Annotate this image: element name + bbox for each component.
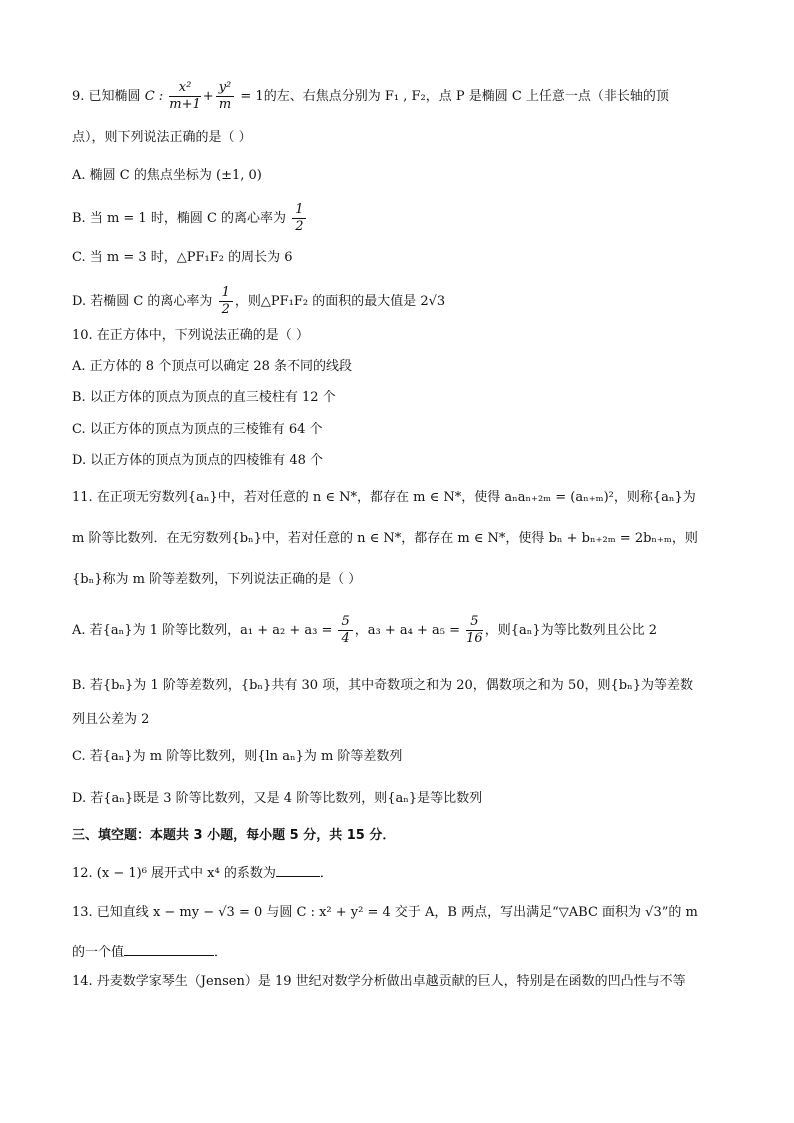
q10-stem: 10. 在正方体中，下列说法正确的是（ ） bbox=[72, 328, 309, 343]
q9-option-c: C. 当 m = 3 时，△PF₁F₂ 的周长为 6 bbox=[72, 250, 293, 265]
q11-option-b-line2: 列且公差为 2 bbox=[72, 712, 150, 727]
q9-option-a: A. 椭圆 C 的焦点坐标为 (±1, 0) bbox=[72, 168, 262, 183]
q14-stem-line1: 14. 丹麦数学家琴生（Jensen）是 19 世纪对数学分析做出卓越贡献的巨人，特别是在函数的凹凸性与不等 bbox=[72, 974, 686, 989]
q11-option-a-frac2: $\frac{5}{16}$ bbox=[466, 614, 483, 646]
section-3-heading: 三、填空题：本题共 3 小题，每小题 5 分，共 15 分． bbox=[72, 828, 396, 843]
q13-answer-blank bbox=[124, 941, 214, 956]
q9-option-d: D. 若椭圆 C 的离心率为 $\frac{1}{2}$ ，则△PF₁F₂ 的面积的最大值是 2√3 bbox=[72, 285, 446, 317]
q9-prefix: 9. 已知椭圆 bbox=[72, 89, 141, 104]
q9-option-d-frac: $\frac{1}{2}$ bbox=[219, 285, 233, 318]
q9-suffix: 的左、右焦点分别为 F₁ , F₂，点 P 是椭圆 C 上任意一点（非长轴的顶 bbox=[263, 89, 669, 104]
q9-frac-y: $\frac{\text{y²}}{m}$ bbox=[216, 80, 235, 113]
q13-stem-line2: 的一个值 ． bbox=[72, 941, 734, 963]
q11-option-a-frac1: $\frac{5}{4}$ bbox=[338, 614, 352, 647]
q11-stem-line3: {bₙ}称为 m 阶等差数列，下列说法正确的是（ ） bbox=[72, 572, 362, 587]
q9-option-b: B. 当 m = 1 时，椭圆 C 的离心率为 $\frac{1}{2}$ bbox=[72, 202, 734, 232]
q11-option-c: C. 若{aₙ}为 m 阶等比数列，则{ln aₙ}为 m 阶等差数列 bbox=[72, 749, 403, 764]
q11-option-b-line1: B. 若{bₙ}为 1 阶等差数列，{bₙ}共有 30 项，其中奇数项之和为 20，偶数项之和为 50，则{bₙ}为等差数 bbox=[72, 678, 693, 693]
q9-frac-x: $\frac{\text{x²}}{m+1}$ bbox=[169, 80, 201, 112]
q12-stem: 12. (x − 1)⁶ 展开式中 x⁴ 的系数为 ． bbox=[72, 862, 734, 884]
q10-option-b: B. 以正方体的顶点为顶点的直三棱柱有 12 个 bbox=[72, 390, 336, 405]
q9-ellipse-name: C : bbox=[144, 89, 164, 104]
q10-option-a: A. 正方体的 8 个顶点可以确定 28 条不同的线段 bbox=[72, 359, 352, 374]
q12-answer-blank bbox=[276, 862, 320, 877]
q10-option-d: D. 以正方体的顶点为顶点的四棱锥有 48 个 bbox=[72, 453, 324, 468]
q11-option-d: D. 若{aₙ}既是 3 阶等比数列，又是 4 阶等比数列，则{aₙ}是等比数列 bbox=[72, 791, 483, 806]
q11-stem-line2: m 阶等比数列．在无穷数列{bₙ}中，若对任意的 n ∈ N*，都存在 m ∈ N*，使得 bₙ + bₙ₊₂ₘ = 2bₙ₊ₘ，则 bbox=[72, 531, 698, 546]
q9-option-b-frac: $\frac{1}{2}$ bbox=[292, 202, 306, 235]
q9-stem-line2: 点），则下列说法正确的是（ ） bbox=[72, 130, 252, 145]
q11-option-a: A. 若{aₙ}为 1 阶等比数列，a₁ + a₂ + a₃ = $\frac{5}{4}$ ，a₃ + a₄ + a₅ = $\frac{5}{16}$ ，则{aₙ}为等比数列且公比 2 bbox=[72, 614, 658, 646]
q11-stem-line1: 11. 在正项无穷数列{aₙ}中，若对任意的 n ∈ N*，都存在 m ∈ N*，使得 aₙaₙ₊₂ₘ = (aₙ₊ₘ)²，则称{aₙ}为 bbox=[72, 490, 696, 505]
q13-stem-line1: 13. 已知直线 x − my − √3 = 0 与圆 C : x² + y² = 4 交于 A，B 两点，写出满足“▽ABC 面积为 √3”的 m bbox=[72, 905, 698, 920]
q9-stem-line1: 9. 已知椭圆 C : $\frac{\text{x²}}{m+1}$ + $\frac{\text{y²}}{m}$ = 1的左、右焦点分别为 F₁ , F₂，点 P 是椭圆 C 上任意一点（非长轴的顶 bbox=[72, 80, 669, 112]
q10-option-c: C. 以正方体的顶点为顶点的三棱锥有 64 个 bbox=[72, 422, 323, 437]
